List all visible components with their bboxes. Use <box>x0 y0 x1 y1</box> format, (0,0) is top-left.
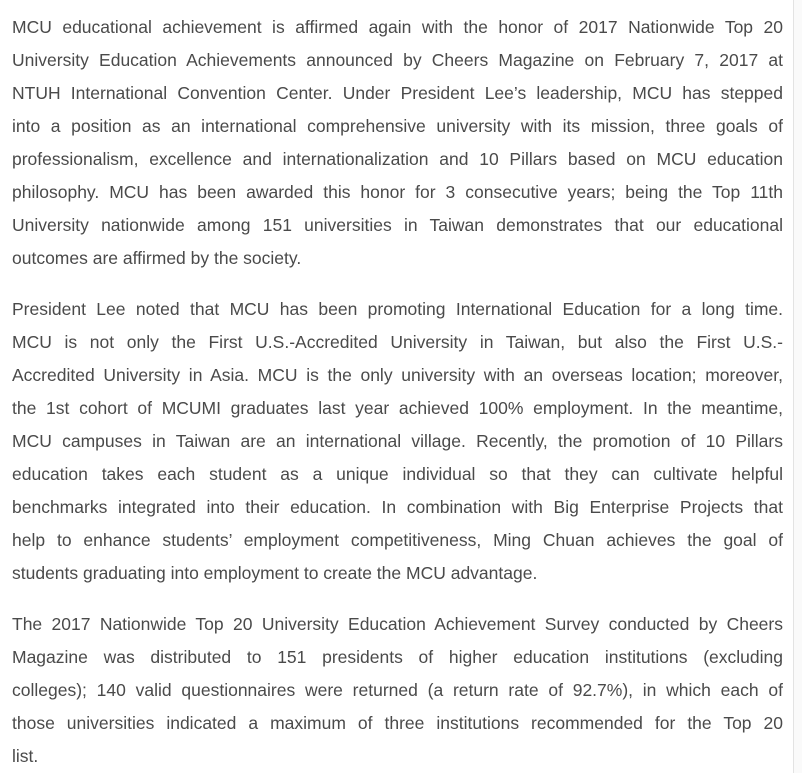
text-line: outcomes are affirmed by the society. <box>12 248 302 268</box>
text-line: MCU is not only the First U.S.-Accredited University in Taiwan, but also the First U.S.- <box>12 332 783 352</box>
text-line: education takes each student as a unique individual so that they can cultivate helpful <box>12 464 783 484</box>
text-line: Magazine was distributed to 151 presidents of higher education institutions (excluding <box>12 647 783 667</box>
text-line: benchmarks integrated into their education. In combination with Big Enterprise Projects that <box>12 497 783 517</box>
text-line: help to enhance students’ employment competitiveness, Ming Chuan achieves the goal of <box>12 530 783 550</box>
text-line: Accredited University in Asia. MCU is the only university with an overseas location; moreover, <box>12 365 783 385</box>
text-line: professionalism, excellence and internationalization and 10 Pillars based on MCU education <box>12 149 783 169</box>
paragraph-1 <box>12 11 783 275</box>
text-line: those universities indicated a maximum of three institutions recommended for the Top 20 <box>12 713 783 733</box>
article-text <box>12 11 783 773</box>
text-line: list. <box>12 746 39 766</box>
text-line: President Lee noted that MCU has been promoting International Education for a long time. <box>12 299 783 319</box>
text-line: students graduating into employment to create the MCU advantage. <box>12 563 538 583</box>
text-line: MCU educational achievement is affirmed again with the honor of 2017 Nationwide Top 20 <box>12 17 783 37</box>
text-line: The 2017 Nationwide Top 20 University Education Achievement Survey conducted by Cheers <box>12 614 783 634</box>
text-line: into a position as an international comprehensive university with its mission, three goals of <box>12 116 783 136</box>
paragraph-2 <box>12 293 783 590</box>
text-line: philosophy. MCU has been awarded this honor for 3 consecutive years; being the Top 11th <box>12 182 783 202</box>
text-line: NTUH International Convention Center. Under President Lee’s leadership, MCU has stepped <box>12 83 783 103</box>
text-line: University nationwide among 151 universities in Taiwan demonstrates that our educational <box>12 215 783 235</box>
text-line: MCU campuses in Taiwan are an international village. Recently, the promotion of 10 Pillars <box>12 431 783 451</box>
text-line: University Education Achievements announced by Cheers Magazine on February 7, 2017 at <box>12 50 783 70</box>
paragraph-3 <box>12 608 783 773</box>
text-line: the 1st cohort of MCUMI graduates last year achieved 100% employment. In the meantime, <box>12 398 783 418</box>
text-line: colleges); 140 valid questionnaires were returned (a return rate of 92.7%), in which each of <box>12 680 783 700</box>
